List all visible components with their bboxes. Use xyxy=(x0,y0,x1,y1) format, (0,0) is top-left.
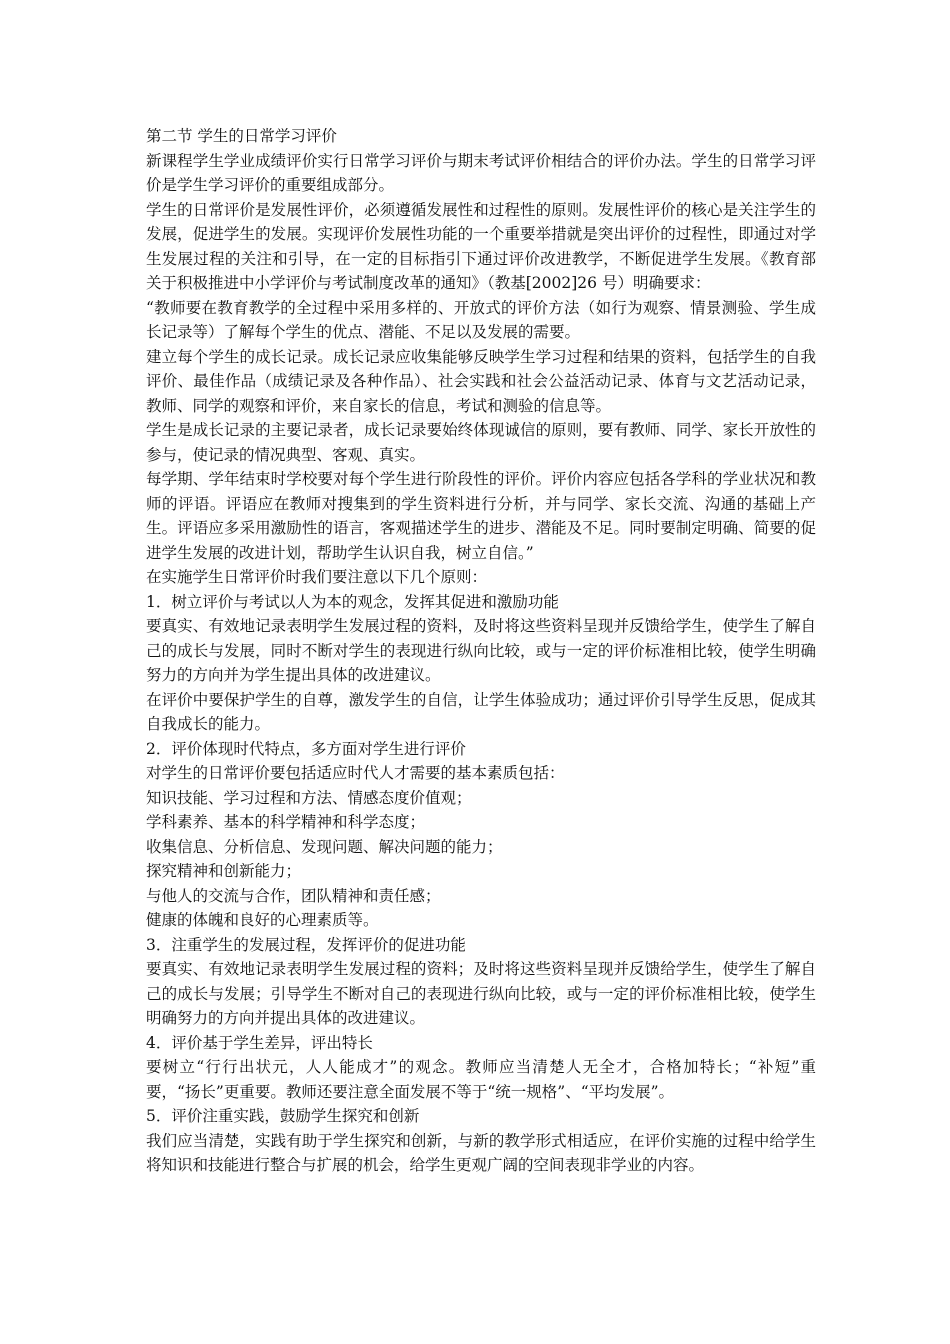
principle-heading-5: 5．评价注重实践，鼓励学生探究和创新 xyxy=(146,1107,420,1125)
principle-heading-4: 4．评价基于学生差异，评出特长 xyxy=(146,1033,373,1052)
paragraph: 要真实、有效地记录表明学生发展过程的资料，及时将这些资料呈现并反馈给学生，使学生了解自己的成长与发展，同时不断对学生的表现进行纵向比较，或与一定的评价标准相比较，使学生明确努力的方向并为学生提出具体的改进建议。 xyxy=(146,617,816,684)
principle-heading-2: 2．评价体现时代特点，多方面对学生进行评价 xyxy=(146,739,466,758)
paragraph: 学生的日常评价是发展性评价，必须遵循发展性和过程性的原则。发展性评价的核心是关注学生的发展，促进学生的发展。实现评价发展性功能的一个重要举措就是突出评价的过程性，即通过对学生发展过程的关注和引导，在一定的目标指引下通过评价改进教学，不断促进学生发展。《教育部关于积极推进中小学评价与考试制度改革的通知》（教基[2002]26 号）明确要求： xyxy=(146,200,816,292)
paragraph: 在实施学生日常评价时我们要注意以下几个原则： xyxy=(146,568,488,586)
principle-heading-1: 1．树立评价与考试以人为本的观念，发挥其促进和激励功能 xyxy=(146,592,559,611)
principle-heading-3: 3．注重学生的发展过程，发挥评价的促进功能 xyxy=(146,935,466,954)
document-body xyxy=(146,124,816,1178)
paragraph: 建立每个学生的成长记录。成长记录应收集能够反映学生学习过程和结果的资料，包括学生的自我评价、最佳作品（成绩记录及各种作品）、社会实践和社会公益活动记录、体育与文艺活动记录，教师、同学的观察和评价，来自家长的信息，考试和测验的信息等。 xyxy=(146,347,816,415)
paragraph: 学生是成长记录的主要记录者，成长记录要始终体现诚信的原则，要有教师、同学、家长开放性的参与，使记录的情况典型、客观、真实。 xyxy=(146,421,816,464)
list-item: 探究精神和创新能力； xyxy=(146,862,302,880)
section-title: 第二节 学生的日常学习评价 xyxy=(146,127,337,145)
list-item: 学科素养、基本的科学精神和科学态度； xyxy=(146,813,426,831)
list-item: 与他人的交流与合作，团队精神和责任感； xyxy=(146,886,441,905)
paragraph: 要树立“行行出状元，人人能成才”的观念。教师应当清楚人无全才，合格加特长；“补短”重要，“扬长”更重要。教师还要注意全面发展不等于“统一规格”、“平均发展”。 xyxy=(146,1058,816,1101)
list-item: 收集信息、分析信息、发现问题、解决问题的能力； xyxy=(146,837,503,856)
paragraph: 新课程学生学业成绩评价实行日常学习评价与期末考试评价相结合的评价办法。学生的日常学习评价是学生学习评价的重要组成部分。 xyxy=(146,151,816,194)
paragraph: 我们应当清楚，实践有助于学生探究和创新，与新的教学形式相适应，在评价实施的过程中给学生将知识和技能进行整合与扩展的机会，给学生更观广阔的空间表现非学业的内容。 xyxy=(146,1131,816,1174)
list-item: 知识技能、学习过程和方法、情感态度价值观； xyxy=(146,788,472,807)
paragraph: 每学期、学年结束时学校要对每个学生进行阶段性的评价。评价内容应包括各学科的学业状况和教师的评语。评语应在教师对搜集到的学生资料进行分析，并与同学、家长交流、沟通的基础上产生。评语应多采用激励性的语言，客观描述学生的进步、潜能及不足。同时要制定明确、简要的促进学生发展的改进计划，帮助学生认识自我，树立自信。” xyxy=(146,470,816,562)
paragraph: 要真实、有效地记录表明学生发展过程的资料；及时将这些资料呈现并反馈给学生，使学生了解自己的成长与发展；引导学生不断对自己的表现进行纵向比较，或与一定的评价标准相比较，使学生明确努力的方向并提出具体的改进建议。 xyxy=(146,960,816,1027)
paragraph: 在评价中要保护学生的自尊，激发学生的自信，让学生体验成功；通过评价引导学生反思，促成其自我成长的能力。 xyxy=(146,690,816,733)
quote-paragraph: “教师要在教育教学的全过程中采用多样的、开放式的评价方法（如行为观察、情景测验、学生成长记录等）了解每个学生的优点、潜能、不足以及发展的需要。 xyxy=(146,298,816,341)
list-item: 健康的体魄和良好的心理素质等。 xyxy=(146,911,379,929)
paragraph: 对学生的日常评价要包括适应时代人才需要的基本素质包括： xyxy=(146,764,565,782)
